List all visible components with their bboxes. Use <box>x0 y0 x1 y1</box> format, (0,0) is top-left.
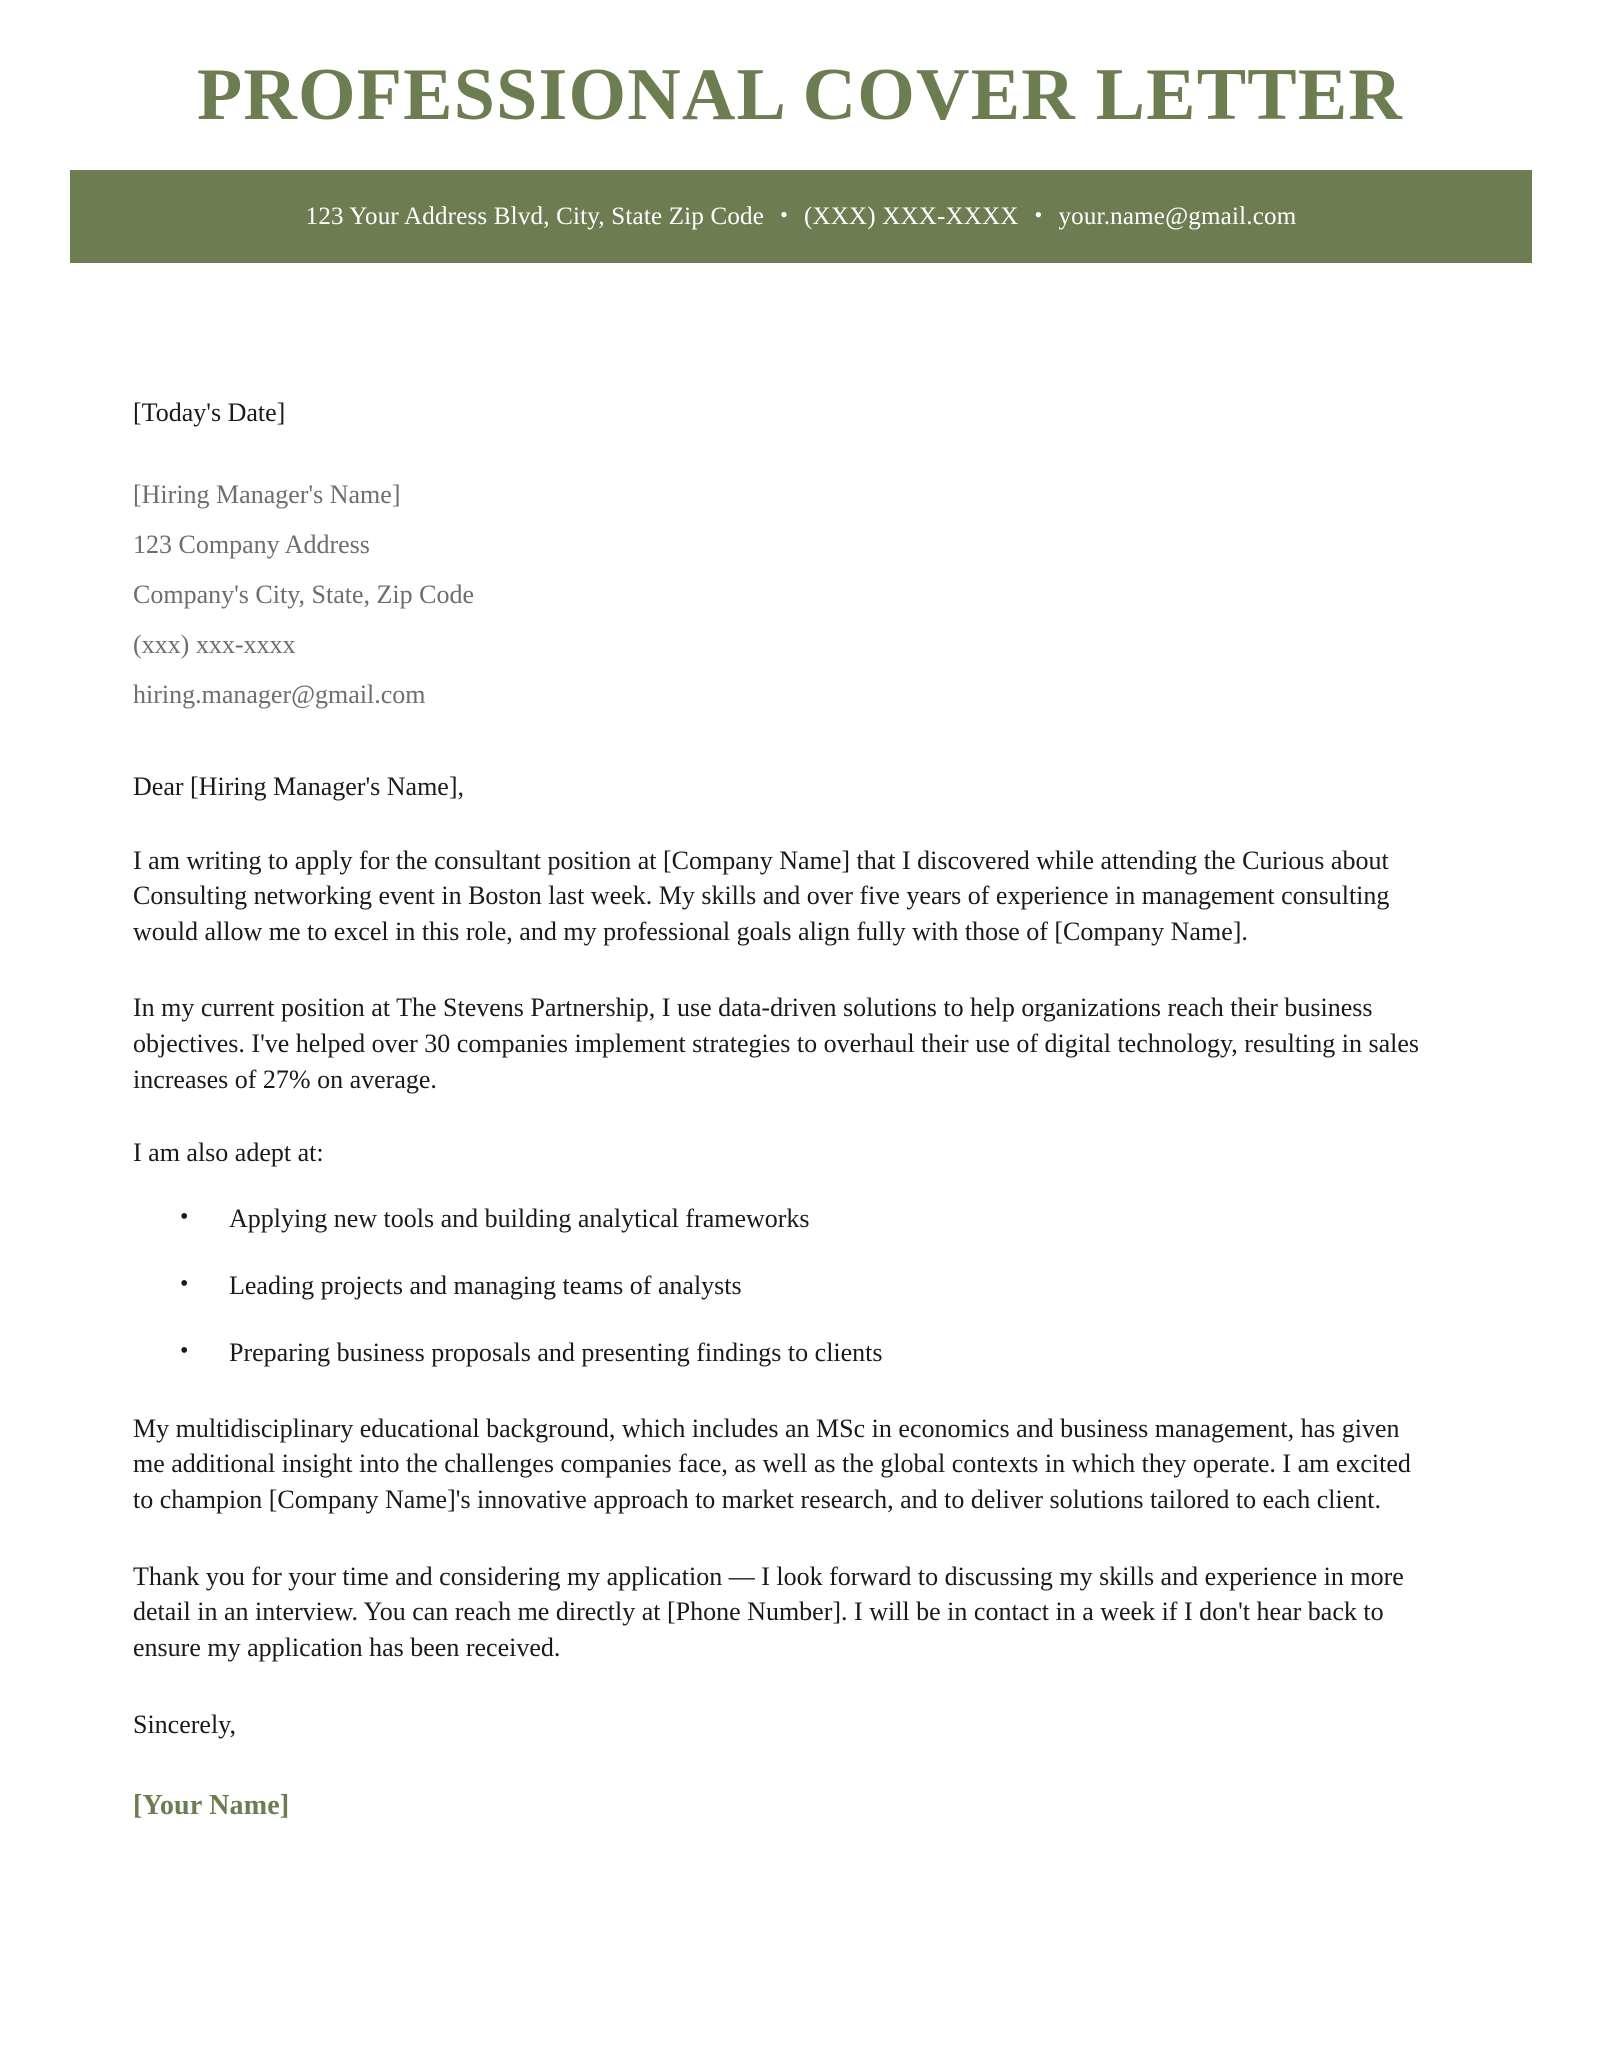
bullet-separator-icon: • <box>1034 201 1043 227</box>
contact-address: 123 Your Address Blvd, City, State Zip Code <box>305 202 765 230</box>
bullet-point-icon: • <box>180 1337 189 1364</box>
recipient-address-block <box>133 477 1467 714</box>
letter-body <box>0 395 1600 1822</box>
contact-line <box>306 203 1297 231</box>
list-item-label: Preparing business proposals and presenting findings to clients <box>229 1337 883 1367</box>
recipient-street: 123 Company Address <box>133 530 370 559</box>
list-item <box>133 1336 1467 1370</box>
closing-salutation: Sincerely, <box>133 1710 236 1740</box>
paragraph-3: My multidisciplinary educational background, which includes an MSc in economics and business management, has given me additional insight into the challenges companies face, as well as the global contexts in which they operate. I am excited to champion [Company Name]'s innovative approach to market research, and to deliver solutions tailored to each client. <box>133 1413 1411 1514</box>
recipient-phone: (xxx) xxx-xxxx <box>133 629 296 659</box>
date-field: [Today's Date] <box>133 398 286 427</box>
recipient-city-state-zip: Company's City, State, Zip Code <box>133 579 474 609</box>
page-title: PROFESSIONAL COVER LETTER <box>196 54 1404 136</box>
list-item <box>133 1202 1467 1236</box>
list-lead-in: I am also adept at: <box>133 1138 324 1168</box>
paragraph-2: In my current position at The Stevens Partnership, I use data-driven solutions to help organizations reach their business objectives. I've helped over 30 companies implement strategies to overhaul their use of digital technology, resulting in sales increases of 27% on average. <box>133 993 1420 1094</box>
letter-header <box>0 0 1600 263</box>
contact-bar <box>70 170 1532 263</box>
bullet-point-icon: • <box>180 1204 189 1231</box>
bullet-separator-icon: • <box>780 201 788 227</box>
paragraph-4: Thank you for your time and considering my application — I look forward to discussing my skills and experience in more detail in an interview. You can reach me directly at [Phone Number]. I will be in contact in a week if I don't hear back to ensure my application has been received. <box>133 1561 1404 1662</box>
list-item-label: Leading projects and managing teams of analysts <box>229 1271 742 1301</box>
contact-email: your.name@gmail.com <box>1058 202 1297 230</box>
signature-name: [Your Name] <box>133 1790 290 1822</box>
contact-phone: (XXX) XXX-XXXX <box>803 202 1019 230</box>
list-item-label: Applying new tools and building analytical frameworks <box>229 1204 810 1234</box>
skills-bullet-list <box>133 1202 1467 1369</box>
recipient-email: hiring.manager@gmail.com <box>133 679 426 709</box>
paragraph-1: I am writing to apply for the consultant position at [Company Name] that I discovered while attending the Curious about Consulting networking event in Boston last week. My skills and over five years of experience in management consulting would allow me to excel in this role, and my professional goals align fully with those of [Company Name]. <box>133 845 1390 946</box>
list-item <box>133 1269 1467 1303</box>
recipient-name: [Hiring Manager's Name] <box>133 480 401 510</box>
bullet-point-icon: • <box>180 1271 189 1298</box>
salutation: Dear [Hiring Manager's Name], <box>133 771 464 801</box>
